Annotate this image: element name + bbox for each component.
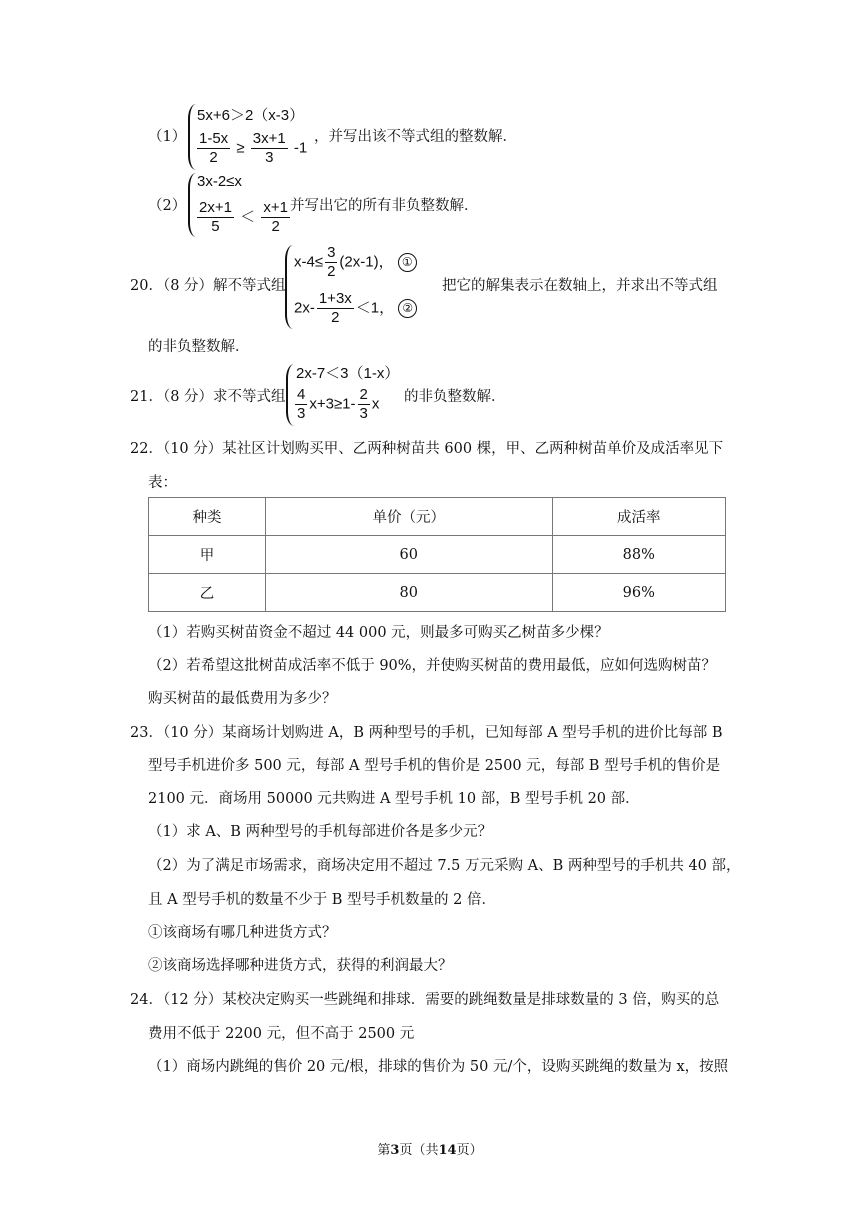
p20-row2-lhs: 2x- (294, 299, 315, 317)
p19-part2-row2 (195, 199, 292, 236)
p21-frac1-num: 4 (297, 386, 306, 403)
table-row (149, 574, 726, 612)
table-cell: 甲 (149, 536, 266, 574)
p19-part1-text: ，并写出该不等式组的整数解． (314, 129, 517, 145)
p22-q2-line2: 购买树苗的最低费用为多少？ (148, 691, 337, 707)
table-header-cell: 单价（元） (265, 498, 552, 536)
p20-frac1-den: 2 (327, 263, 336, 280)
circled-two-icon: ② (398, 299, 417, 318)
table-cell: 96% (552, 574, 726, 612)
p22-q1: （1）若购买树苗资金不超过 44 000 元，则最多可购买乙树苗多少棵？ (148, 625, 609, 641)
p20-row2 (294, 290, 417, 327)
p23-line1: 23．（10 分）某商场计划购进 A，B 两种型号的手机，已知每部 A 型号手机的进价比每部 B (130, 725, 723, 741)
p20-row2-rhs: ＜1， (355, 299, 395, 317)
table-cell: 88% (552, 536, 726, 574)
p19-frac3 (197, 199, 234, 236)
p20-row1 (294, 244, 417, 281)
p24-line2: 费用不低于 2200 元，但不高于 2500 元 (148, 1026, 415, 1042)
footer-prefix: 第 (377, 1143, 391, 1158)
footer-total-pages: 14 (438, 1143, 457, 1158)
p23-sub1: ①该商场有哪几种进货方式？ (148, 925, 337, 941)
table-cell: 80 (265, 574, 552, 612)
p20-frac1 (325, 244, 337, 281)
table-header-cell: 种类 (149, 498, 266, 536)
p21-row2-tail: x (371, 395, 380, 413)
p21-frac1 (295, 386, 307, 423)
p23-sub2: ②该商场选择哪种进货方式，获得的利润最大？ (148, 958, 453, 974)
p19-part2-op: ＜ (240, 208, 256, 226)
page-footer (0, 1139, 860, 1158)
p21-frac1-den: 3 (297, 405, 306, 422)
p20-frac2-num: 1+3x (318, 290, 352, 307)
circled-one-icon: ① (398, 253, 417, 272)
p20-frac2-den: 2 (331, 309, 340, 326)
p19-frac2 (251, 130, 288, 167)
p19-part2-label: （2） (148, 198, 187, 214)
p22-line2: 表： (148, 475, 177, 491)
p22-line1: 22．（10 分）某社区计划购买甲、乙两种树苗共 600 棵，甲、乙两种树苗单价及成活率见下 (130, 441, 724, 457)
p23-q1: （1）求 A、B 两种型号的手机每部进价各是多少元？ (148, 824, 493, 840)
p19-frac4-num: x+1 (263, 199, 288, 216)
p21-row2 (293, 386, 379, 423)
p20-row1-rhs: (2x-1)， (339, 253, 394, 271)
p19-part1-op: ≥ (236, 139, 245, 157)
p22-q2-line1: （2）若希望这批树苗成活率不低于 90%，并使购买树苗的费用最低，应如何选购树苗？ (148, 658, 717, 674)
p23-line2: 型号手机进价多 500 元，每部 A 型号手机的售价是 2500 元，每部 B 型号手机的售价是 (148, 758, 721, 774)
table-row (149, 536, 726, 574)
p19-part2-text: 并写出它的所有非负整数解． (290, 198, 479, 214)
p20-text-right: 把它的解集表示在数轴上，并求出不等式组 (442, 278, 718, 294)
p21-row1: 2x-7＜3（1-x） (296, 365, 400, 382)
p21-label: 21．（8 分）求不等式组 (130, 389, 286, 405)
p19-frac4 (261, 199, 290, 236)
p20-frac2 (317, 290, 354, 327)
p19-part2-row1: 3x-2≤x (197, 173, 242, 190)
seedling-table (148, 497, 726, 612)
p24-q1: （1）商场内跳绳的售价 20 元/根，排球的售价为 50 元/个，设购买跳绳的数量为 x，按照 (148, 1059, 729, 1075)
p21-frac2-den: 3 (359, 405, 368, 422)
p20-frac1-num: 3 (327, 244, 336, 261)
p19-part1-tail: -1 (293, 139, 308, 157)
footer-page-number: 3 (390, 1143, 400, 1158)
table-header-row (149, 498, 726, 536)
table-cell: 乙 (149, 574, 266, 612)
p19-frac3-num: 2x+1 (199, 199, 232, 216)
p21-text: 的非负整数解． (404, 389, 506, 405)
table-cell: 60 (265, 536, 552, 574)
p20-text-cont: 的非负整数解． (148, 339, 250, 355)
p19-part1-row1: 5x+6＞2（x-3） (197, 107, 305, 124)
p24-line1: 24．（12 分）某校决定购买一些跳绳和排球．需要的跳绳数量是排球数量的 3 倍，购买的总 (130, 992, 720, 1008)
p23-q2-line2: 且 A 型号手机的数量不少于 B 型号手机数量的 2 倍． (148, 892, 497, 908)
p19-frac3-den: 5 (211, 218, 220, 235)
p21-frac2 (358, 386, 370, 423)
p19-part1-row2 (195, 130, 307, 167)
p19-frac1 (197, 130, 230, 167)
p19-frac2-den: 3 (265, 149, 274, 166)
footer-mid: 页（共 (399, 1143, 439, 1158)
p19-frac1-num: 1-5x (199, 130, 229, 147)
p23-q2-line1: （2）为了满足市场需求，商场决定用不超过 7.5 万元采购 A、B 两种型号的手机共 40 部， (148, 858, 741, 874)
p19-frac2-num: 3x+1 (252, 130, 286, 147)
p20-row1-lhs: x-4≤ (294, 253, 324, 271)
p20-brace (285, 245, 293, 329)
p19-frac4-den: 2 (271, 218, 280, 235)
table-header-cell: 成活率 (552, 498, 726, 536)
footer-suffix: 页） (456, 1143, 483, 1158)
p20-label: 20．（8 分）解不等式组 (130, 278, 286, 294)
p19-part1-label: （1） (148, 129, 187, 145)
p19-frac1-den: 2 (209, 149, 218, 166)
p23-line3: 2100 元．商场用 50000 元共购进 A 型号手机 10 部，B 型号手机 20 部． (148, 791, 640, 807)
p21-frac2-num: 2 (359, 386, 368, 403)
p21-row2-mid: x+3≥1- (309, 395, 356, 413)
